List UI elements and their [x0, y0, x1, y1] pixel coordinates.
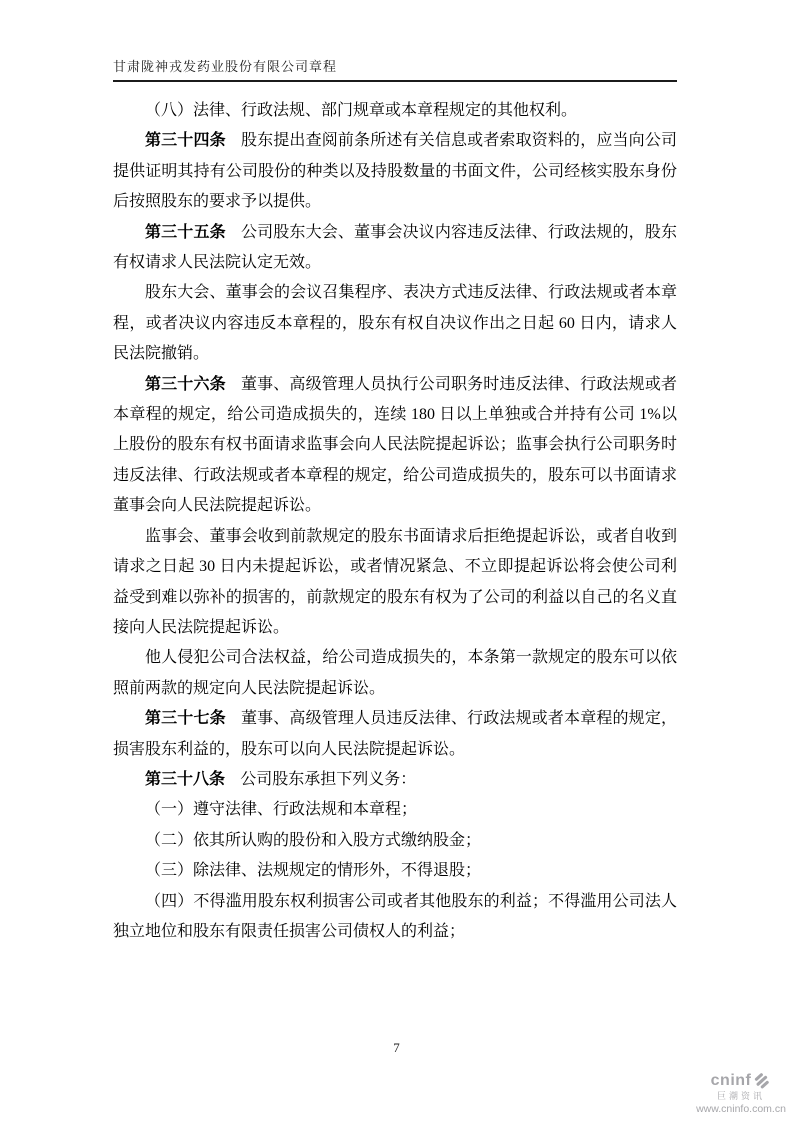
article-number: 第三十七条 — [145, 710, 226, 728]
paragraph — [113, 96, 677, 126]
paragraph — [113, 643, 677, 704]
cninfo-chinese-name: 巨潮资讯 — [716, 1090, 765, 1101]
paragraph — [113, 370, 677, 522]
article-number: 第三十五条 — [145, 223, 226, 241]
paragraph-text: 股东提出查阅前条所述有关信息或者索取资料的，应当向公司提供证明其持有公司股份的种类以及持股数量的书面文件，公司经核实股东身份后按照股东的要求予以提供。 — [113, 132, 677, 211]
paragraph-text: （二）依其所认购的股份和入股方式缴纳股金； — [145, 831, 482, 849]
paragraph-text: （一）遵守法律、行政法规和本章程； — [145, 801, 418, 819]
page-number: 7 — [393, 1040, 400, 1055]
paragraph — [113, 218, 677, 279]
paragraph-text: 公司股东承担下列义务： — [240, 770, 417, 788]
paragraph-text: 董事、高级管理人员违反法律、行政法规或者本章程的规定，损害股东利益的，股东可以向人民法院提起诉讼。 — [113, 710, 677, 758]
paragraph — [113, 826, 677, 856]
paragraph — [113, 704, 677, 765]
paragraph — [113, 795, 677, 825]
paragraph — [113, 887, 677, 948]
paragraph — [113, 522, 677, 644]
paragraph-text: （三）除法律、法规规定的情形外，不得退股； — [145, 862, 482, 880]
article-number: 第三十四条 — [145, 132, 226, 150]
article-number: 第三十六条 — [145, 375, 226, 393]
paragraph-text: （四）不得滥用股东权利损害公司或者其他股东的利益；不得滥用公司法人独立地位和股东有限责任损害公司债权人的利益； — [113, 892, 677, 940]
paragraph — [113, 856, 677, 886]
cninfo-watermark — [693, 1072, 789, 1115]
paragraph — [113, 126, 677, 217]
article-number: 第三十八条 — [145, 770, 226, 788]
page-header-title: 甘肃陇神戎发药业股份有限公司章程 — [113, 56, 677, 82]
paragraph-text: 股东大会、董事会的会议召集程序、表决方式违反法律、行政法规或者本章程，或者决议内容违反本章程的，股东有权自决议作出之日起 60 日内，请求人民法院撤销。 — [113, 284, 677, 363]
paragraph-text: 监事会、董事会收到前款规定的股东书面请求后拒绝提起诉讼，或者自收到请求之日起 30 日内未提起诉讼，或者情况紧急、不立即提起诉讼将会使公司利益受到难以弥补的损害的，前款规定的股东有权为了公司的利益以自己的名义直接向人民法院提起诉讼。 — [113, 527, 677, 636]
watermark-brand-row — [693, 1072, 789, 1090]
paragraph-text: （八）法律、行政法规、部门规章或本章程规定的其他权利。 — [145, 102, 578, 119]
paragraph — [113, 765, 677, 795]
cninfo-url: www.cninfo.com.cn — [696, 1102, 786, 1115]
document-body — [113, 96, 677, 947]
paragraph-text: 公司股东大会、董事会决议内容违反法律、行政法规的，股东有权请求人民法院认定无效。 — [113, 223, 677, 272]
paragraph-text: 董事、高级管理人员执行公司职务时违反法律、行政法规或者本章程的规定，给公司造成损失的，连续 180 日以上单独或合并持有公司 1%以上股份的股东有权书面请求监事会向人民法院提起诉讼；监事会执行公司职务时违反法律、行政法规或者本章程的规定，给公司造成损失的，股东可以书面请求董事会向人民法院提起诉讼。 — [113, 375, 677, 515]
paragraph — [113, 278, 677, 369]
paragraph-text: 他人侵犯公司合法权益，给公司造成损失的，本条第一款规定的股东可以依照前两款的规定向人民法院提起诉讼。 — [113, 649, 677, 697]
cninfo-brand-text: cninf — [710, 1071, 752, 1089]
cninfo-swirl-icon — [753, 1072, 771, 1090]
